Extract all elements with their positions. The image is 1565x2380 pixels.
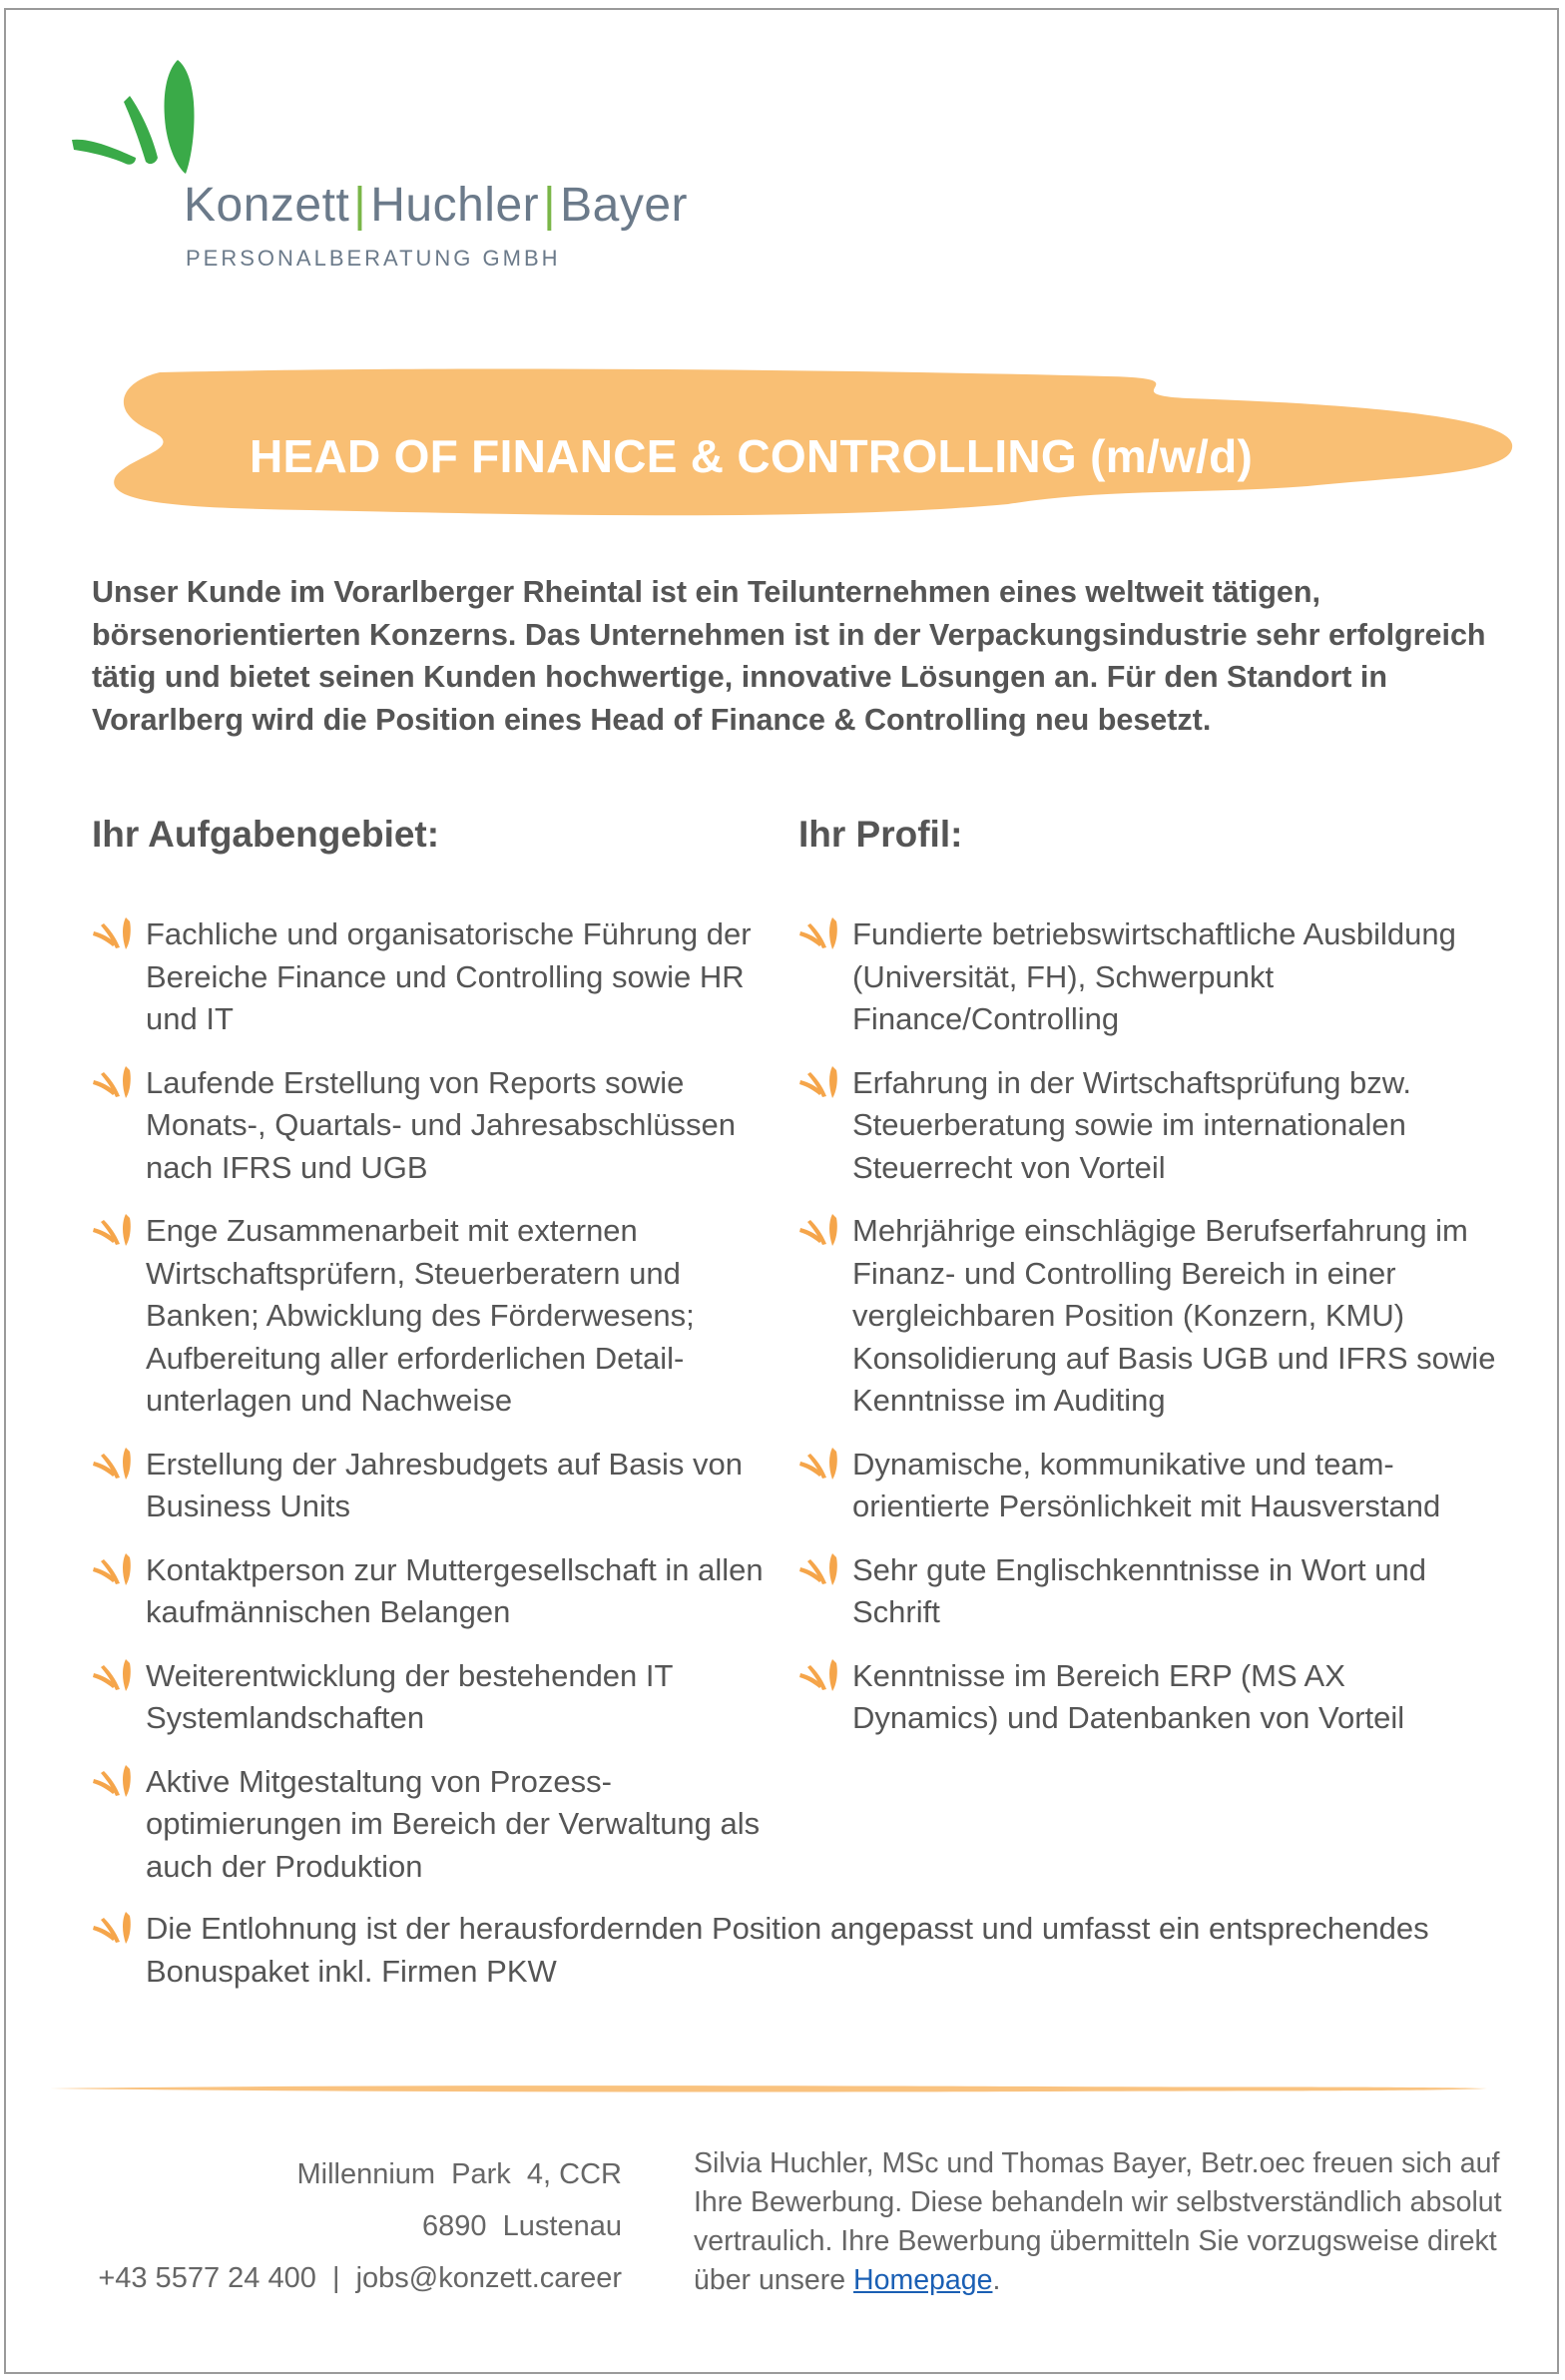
task-text: Aktive Mitgestaltung von Prozess-optimierungen im Bereich der Verwaltung als auch der Produktion [146,1763,761,1884]
task-text: Fachliche und organisatorische Führung der Bereiche Finance und Controlling sowie HR und IT [146,916,752,1036]
profile-heading: Ihr Profil: [798,814,963,855]
task-text: Kontaktperson zur Muttergesellschaft in allen kaufmännischen Belangen [146,1551,764,1629]
orange-divider [50,2082,1487,2095]
address-street: Millennium Park 4, CCR [296,2158,622,2190]
orange-brush-bullet-icon [798,915,842,953]
list-item [92,1062,781,1190]
orange-brush-bullet-icon [798,1657,842,1695]
task-text: Laufende Erstellung von Reports sowie Monats-, Quartals- und Jahresabschlüssen nach IFRS und UGB [146,1064,737,1185]
orange-brush-bullet-icon [92,1763,136,1801]
homepage-link[interactable]: Homepage [853,2264,993,2296]
task-text: Weiterentwicklung der bestehenden IT Systemlandschaften [146,1657,673,1735]
profile-text: Dynamische, kommunikative und team-orientierte Persönlichkeit mit Hausverstand [852,1446,1441,1523]
list-item [798,1444,1497,1528]
list-item [92,1761,781,1889]
list-item [798,913,1497,1041]
orange-brush-bullet-icon [92,915,136,953]
company-name-part: Konzett [184,179,350,232]
company-subtitle: PERSONALBERATUNG GMBH [186,246,561,271]
list-item [798,1655,1497,1740]
orange-brush-bullet-icon [92,1446,136,1484]
orange-brush-bullet-icon [92,1064,136,1102]
list-item [798,1062,1497,1190]
task-text: Enge Zusammenarbeit mit externen Wirtschaftsprüfern, Steuerberatern und Banken; Abwicklung des Förderwesens; Aufbereitung aller erforderlichen Detail-unterlagen und Nachweise [146,1213,695,1418]
task-text: Erstellung der Jahresbudgets auf Basis von Business Units [146,1446,743,1523]
list-item [798,1549,1497,1634]
company-name [184,178,688,233]
orange-brush-bullet-icon [798,1212,842,1250]
orange-brush-bullet-icon [798,1446,842,1484]
tasks-heading: Ihr Aufgabengebiet: [92,814,440,855]
orange-brush-bullet-icon [92,1551,136,1589]
profile-text: Sehr gute Englischkenntnisse in Wort und Schrift [852,1551,1426,1629]
message-end: . [992,2264,1001,2296]
company-name-separator: | [543,179,557,232]
company-logo-icon [70,58,210,178]
profile-text: Erfahrung in der Wirtschaftsprüfung bzw. Steuerberatung sowie im internationalen Steuerrecht von Vorteil [852,1064,1411,1185]
orange-brush-bullet-icon [92,1657,136,1695]
orange-brush-bullet-icon [798,1551,842,1589]
orange-brush-bullet-icon [92,1212,136,1250]
company-name-part: Huchler [370,179,540,232]
company-name-part: Bayer [560,179,689,232]
tasks-list [92,913,781,1909]
list-item [92,1549,781,1634]
compensation-item [92,1908,1443,1993]
list-item [92,1444,781,1528]
orange-brush-bullet-icon [798,1064,842,1102]
profile-text: Kenntnisse im Bereich ERP (MS AX Dynamics) und Datenbanken von Vorteil [852,1657,1405,1735]
application-message-text: Silvia Huchler, MSc und Thomas Bayer, Betr.oec freuen sich auf Ihre Bewerbung. Diese behandeln wir selbstverständlich absolut vertraulich. Ihre Bewerbung übermitteln Sie vorzugsweise direkt über unsere [694,2147,1502,2296]
contact-phone-email: +43 5577 24 400 | jobs@konzett.career [98,2262,622,2294]
list-item [92,1655,781,1740]
profile-list [798,913,1497,1761]
company-name-separator: | [353,179,367,232]
list-item [92,1210,781,1423]
application-message [694,2144,1532,2300]
address-city: 6890 Lustenau [422,2210,622,2242]
job-title: HEAD OF FINANCE & CONTROLLING (m/w/d) [250,430,1254,482]
compensation-text: Die Entlohnung ist der herausfordernden Position angepasst und umfasst ein entsprechendes Bonuspaket inkl. Firmen PKW [146,1911,1429,1989]
profile-text: Mehrjährige einschlägige Berufserfahrung im Finanz- und Controlling Bereich in einer vergleichbaren Position (Konzern, KMU) Konsolidierung auf Basis UGB und IFRS sowie Kenntnisse im Auditing [852,1213,1496,1418]
list-item [798,1210,1497,1423]
profile-text: Fundierte betriebswirtschaftliche Ausbildung (Universität, FH), Schwerpunkt Finance/Controlling [852,916,1456,1036]
list-item [92,913,781,1041]
orange-brush-bullet-icon [92,1910,136,1948]
intro-paragraph: Unser Kunde im Vorarlberger Rheintal ist ein Teilunternehmen eines weltweit tätigen, börsenorientierten Konzerns. Das Unternehmen ist in der Verpackungsindustrie sehr erfolgreich tätig und bietet seinen Kunden hochwertige, innovative Lösungen an. Für den Standort in Vorarlberg wird die Position eines Head of Finance & Controlling neu besetzt. [92,575,1486,737]
